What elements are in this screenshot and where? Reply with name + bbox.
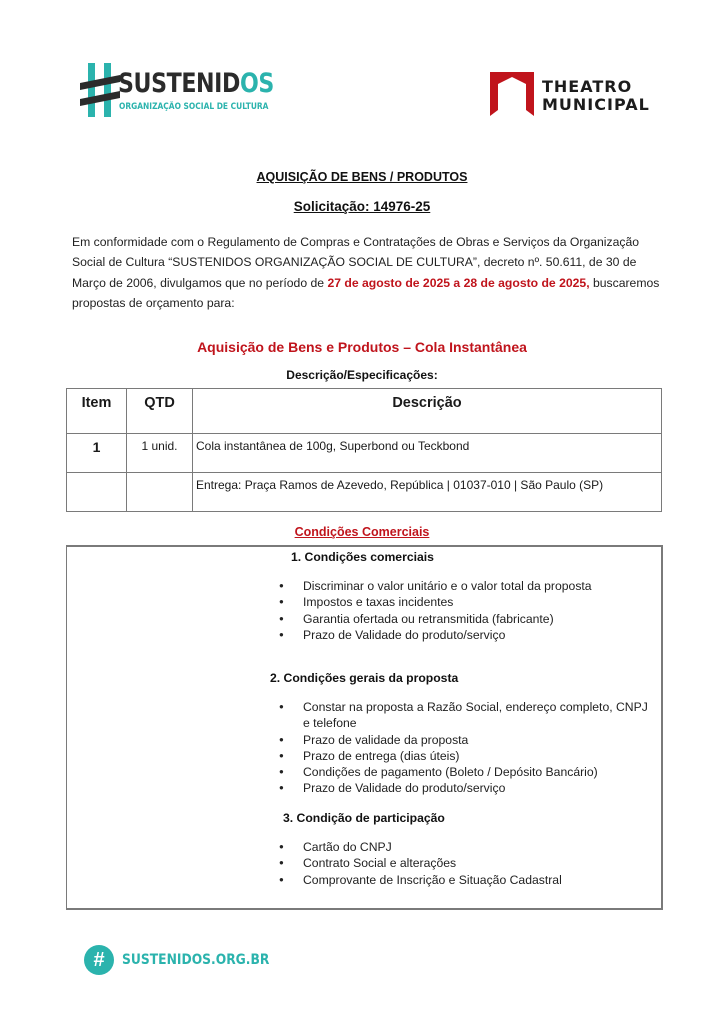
table-header-row bbox=[67, 389, 662, 434]
commercial-conditions-list bbox=[277, 578, 657, 643]
cell-item: 1 bbox=[67, 434, 127, 473]
header-qtd: QTD bbox=[127, 389, 193, 434]
list-item: ● Impostos e taxas incidentes bbox=[277, 594, 657, 610]
list-item: ● Comprovante de Inscrição e Situação Cadastral bbox=[277, 872, 657, 888]
section-title-general: 2. Condições gerais da proposta bbox=[270, 671, 459, 685]
items-table bbox=[66, 388, 662, 512]
table-row bbox=[67, 434, 662, 473]
list-item: ● Prazo de entrega (dias úteis) bbox=[277, 748, 657, 764]
sustenidos-subtitle: ORGANIZAÇÃO SOCIAL DE CULTURA bbox=[119, 102, 269, 112]
intro-period: 27 de agosto de 2025 a 28 de agosto de 2025, bbox=[327, 275, 590, 290]
conditions-heading: Condições Comerciais bbox=[294, 525, 430, 539]
acquisition-subtitle: Aquisição de Bens e Produtos – Cola Instantânea bbox=[197, 339, 527, 355]
sustenidos-wordmark bbox=[118, 68, 274, 99]
conditions-box bbox=[66, 545, 663, 910]
list-item: ● Prazo de Validade do produto/serviço bbox=[277, 780, 657, 796]
intro-text-start: Em conformidade com o Regulamento de Compras e Contratações de Obras e Serviços da Organização Social de Cultura “SUSTENIDOS ORGANIZAÇÃO SOCIAL DE CULTURA”, decreto nº. 50.611, de 30 de Março de 2006, divulgamos que no período de bbox=[72, 235, 640, 290]
sustenidos-logo bbox=[80, 63, 274, 118]
theatro-line1: THEATRO bbox=[542, 77, 633, 96]
wordmark-dark: SUSTENID bbox=[118, 68, 240, 99]
spec-label: Descrição/Especificações: bbox=[286, 368, 438, 382]
theatro-line2: MUNICIPAL bbox=[542, 95, 650, 114]
cell-qtd: 1 unid. bbox=[127, 434, 193, 473]
arch-icon bbox=[490, 72, 534, 116]
cell-descricao: Cola instantânea de 100g, Superbond ou Teckbond bbox=[193, 434, 662, 473]
wordmark-teal: OS bbox=[239, 68, 274, 99]
list-item: ● Discriminar o valor unitário e o valor total da proposta bbox=[277, 578, 657, 594]
header-descricao: Descrição bbox=[193, 389, 662, 434]
participation-conditions-list bbox=[277, 839, 657, 888]
list-item: ● Condições de pagamento (Boleto / Depósito Bancário) bbox=[277, 764, 657, 780]
section-title-commercial: 1. Condições comerciais bbox=[291, 550, 434, 564]
cell-qtd bbox=[127, 473, 193, 512]
solicitation-number: Solicitação: 14976-25 bbox=[293, 199, 431, 214]
hash-circle-icon: # bbox=[84, 945, 114, 975]
section-title-participation: 3. Condição de participação bbox=[283, 811, 445, 825]
list-item: ● Garantia ofertada ou retransmitida (fabricante) bbox=[277, 611, 657, 627]
header-item: Item bbox=[67, 389, 127, 434]
intro-text-end: buscaremos propostas de orçamento para: bbox=[72, 275, 660, 310]
table-row bbox=[67, 473, 662, 512]
list-item: ● Prazo de validade da proposta bbox=[277, 732, 657, 748]
cell-item bbox=[67, 473, 127, 512]
list-item: ● Prazo de Validade do produto/serviço bbox=[277, 627, 657, 643]
hash-icon bbox=[80, 63, 120, 117]
list-item: ● Contrato Social e alterações bbox=[277, 855, 657, 871]
general-conditions-list bbox=[277, 699, 657, 797]
footer-website[interactable] bbox=[84, 945, 284, 975]
theatro-municipal-logo bbox=[490, 72, 660, 122]
list-item: ● Cartão do CNPJ bbox=[277, 839, 657, 855]
website-link[interactable]: SUSTENIDOS.ORG.BR bbox=[122, 952, 270, 968]
cell-descricao: Entrega: Praça Ramos de Azevedo, República | 01037-010 | São Paulo (SP) bbox=[193, 473, 662, 512]
document-title: AQUISIÇÃO DE BENS / PRODUTOS bbox=[256, 170, 468, 184]
intro-paragraph bbox=[72, 232, 662, 313]
list-item: ● Constar na proposta a Razão Social, endereço completo, CNPJ e telefone bbox=[277, 699, 657, 732]
